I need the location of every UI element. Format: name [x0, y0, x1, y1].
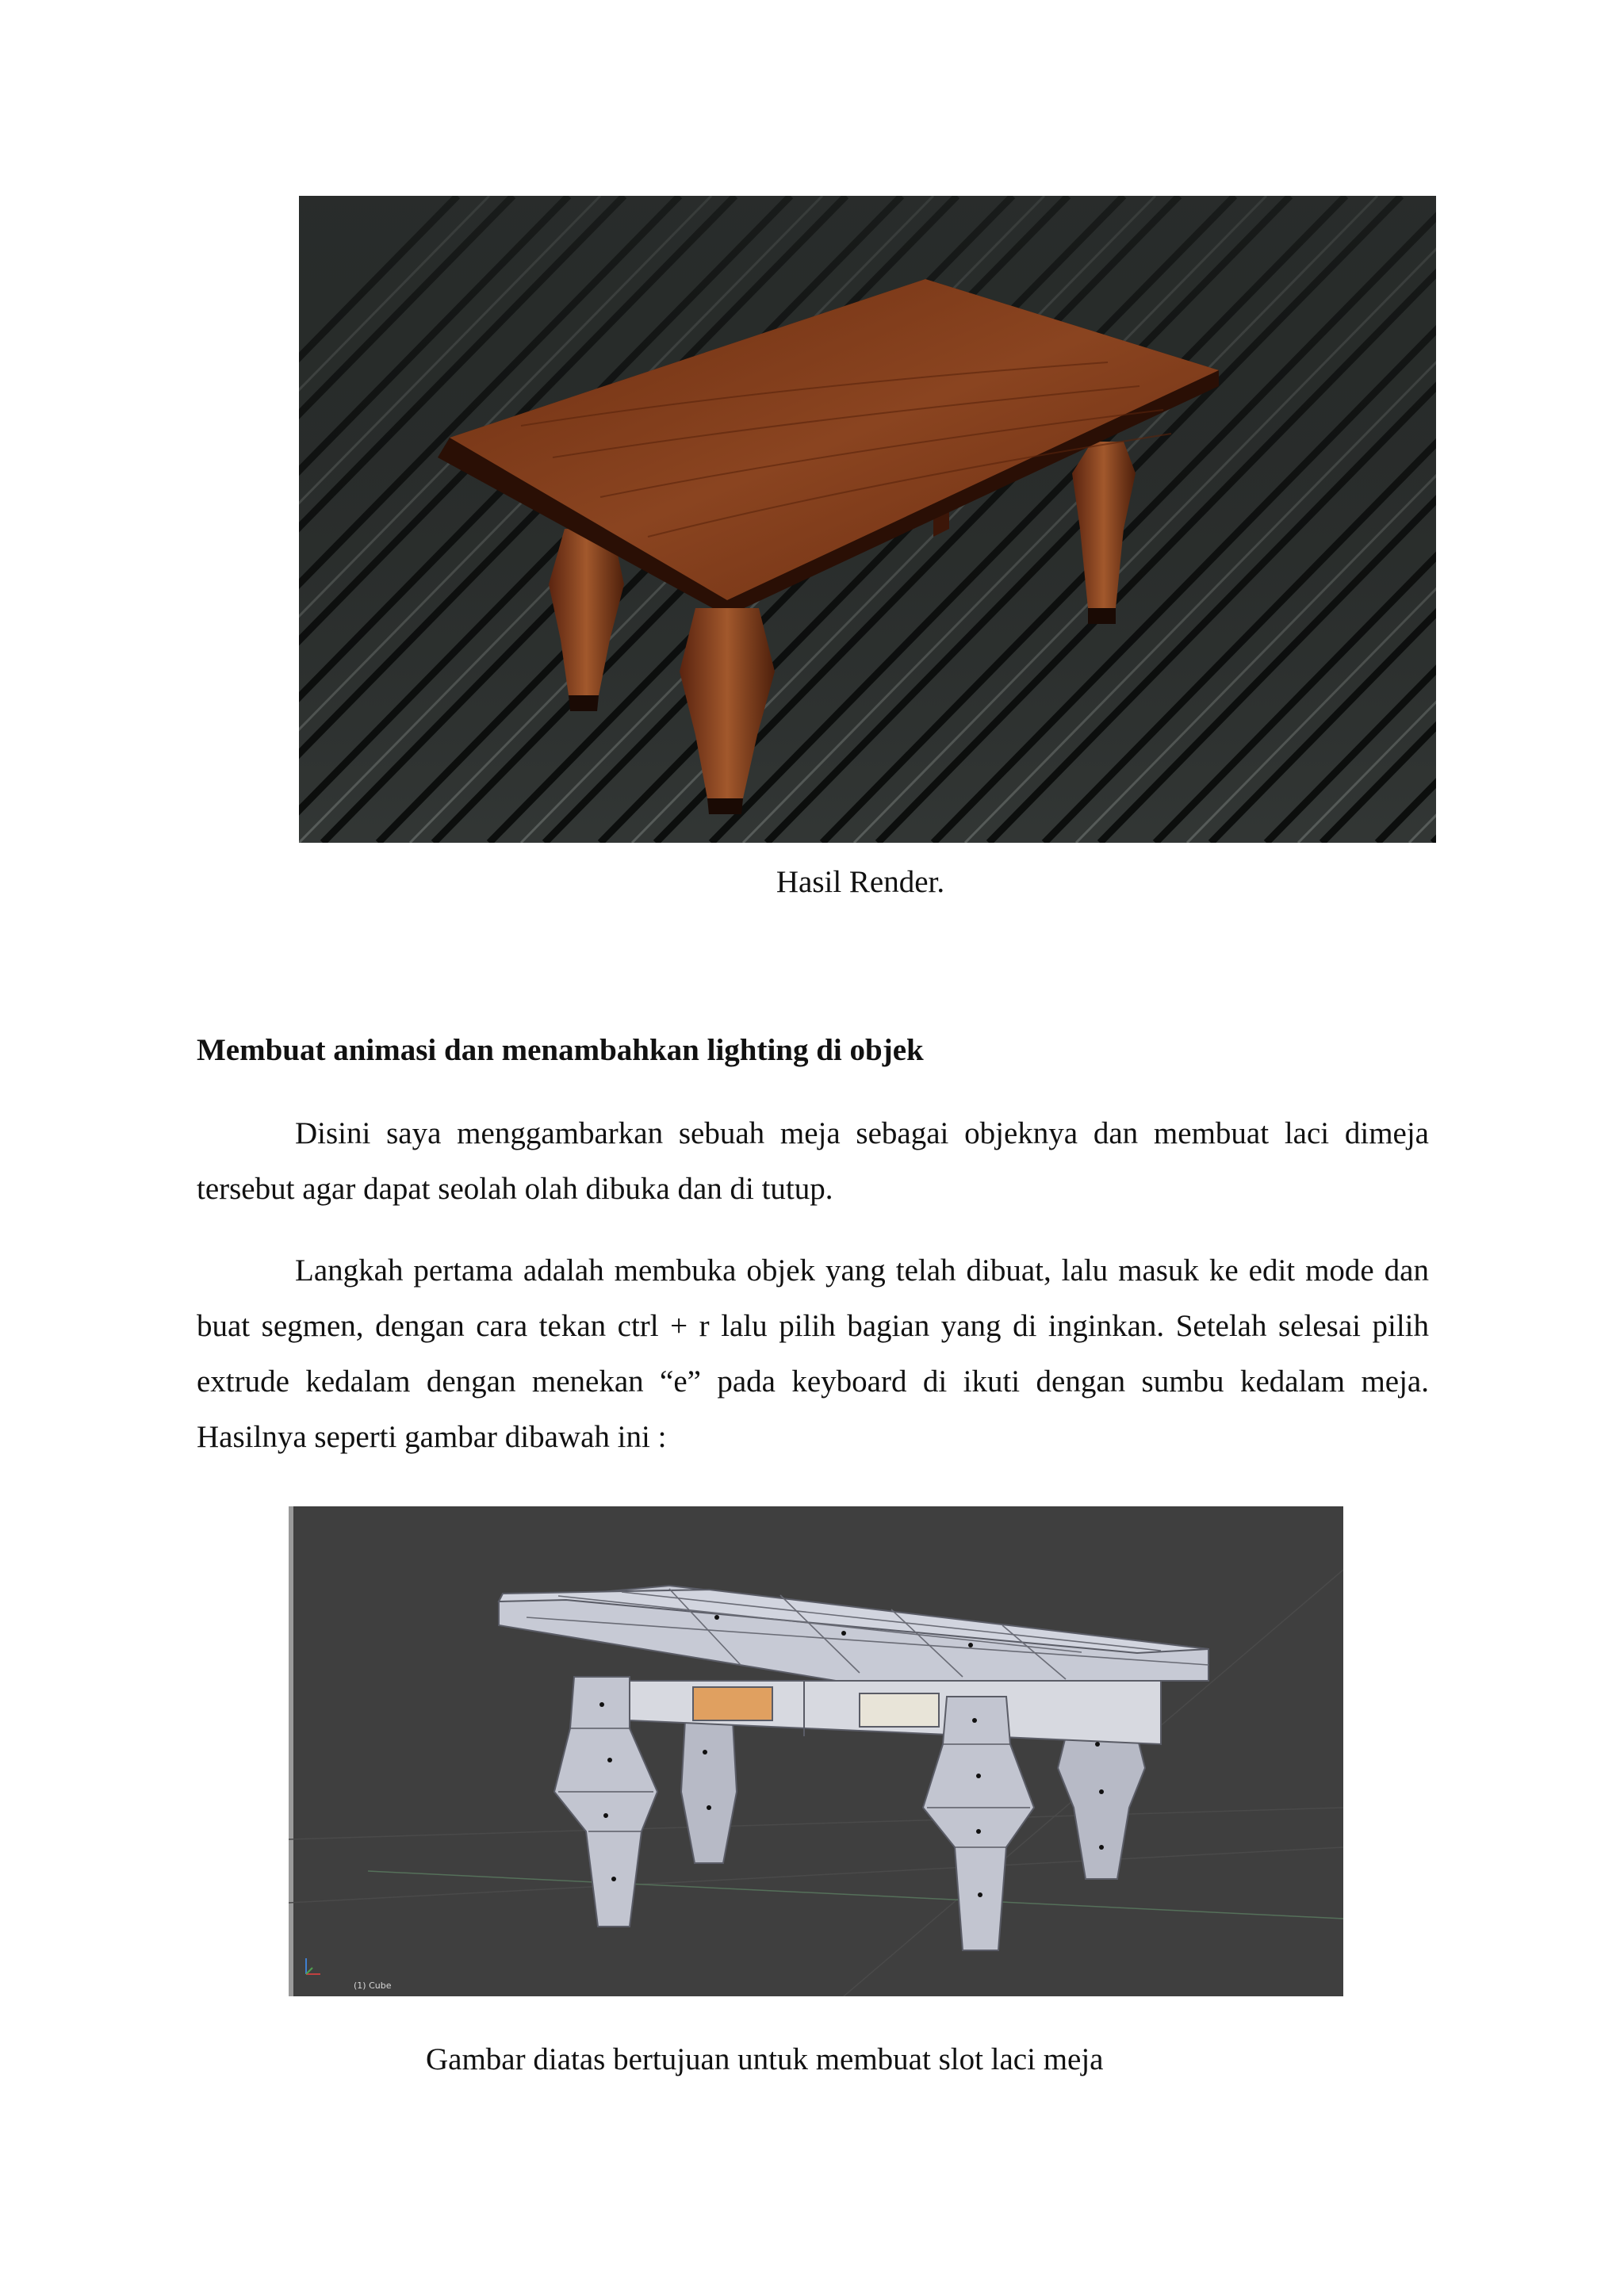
section-heading: Membuat animasi dan menambahkan lighting di objek	[197, 1033, 924, 1067]
paragraph-steps: Langkah pertama adalah membuka objek yang telah dibuat, lalu masuk ke edit mode dan buat segmen, dengan cara tekan ctrl + r lalu pilih bagian yang di inginkan. Setelah selesai pilih extrude kedalam dengan menekan “e” pada keyboard di ikuti dengan sumbu kedalam meja. Hasilnya seperti gambar dibawah ini :	[197, 1253, 1429, 1454]
viewport-object-label: (1) Cube	[354, 1980, 392, 1991]
paragraph-intro: Disini saya menggambarkan sebuah meja sebagai objeknya dan membuat laci dimeja tersebut agar dapat seolah olah dibuka dan di tutup.	[197, 1116, 1429, 1206]
mesh-edit-mode-image	[289, 1506, 1343, 1996]
render-image	[299, 196, 1436, 843]
figure-caption-mesh: Gambar diatas bertujuan untuk membuat slot laci meja	[426, 2042, 1104, 2076]
figure-caption-render: Hasil Render.	[776, 865, 945, 899]
